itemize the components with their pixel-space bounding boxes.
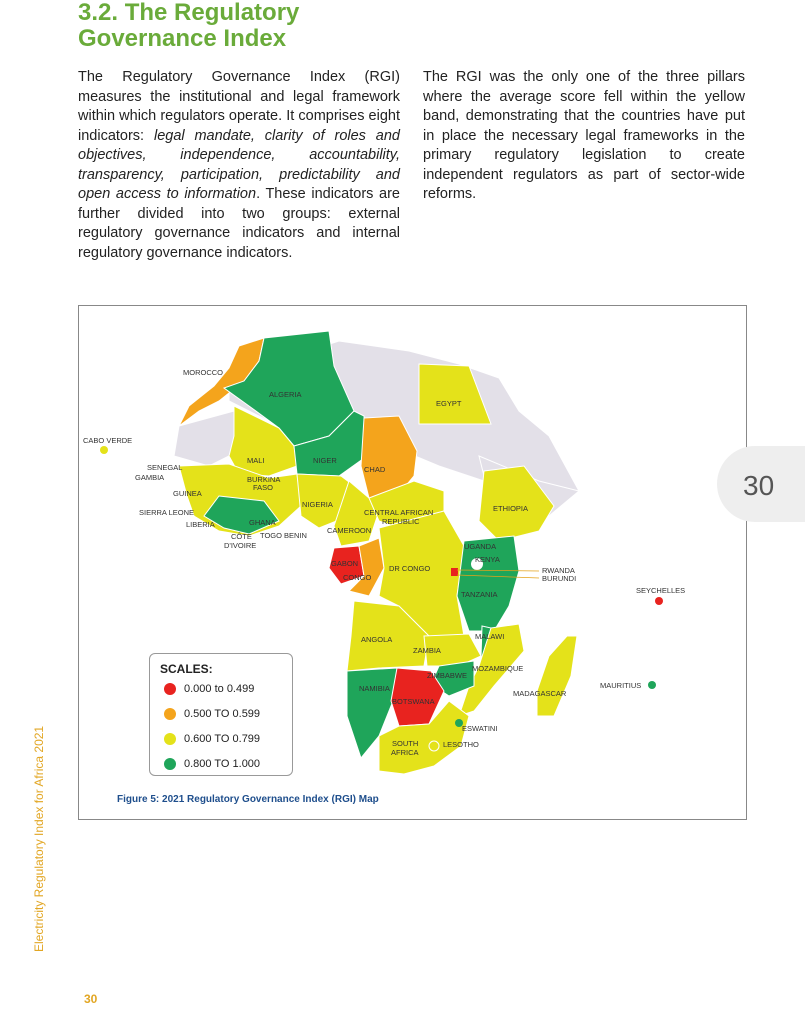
map-legend [149, 653, 293, 776]
label-zambia: ZAMBIA [413, 646, 441, 655]
label-cameroon: CAMEROON [327, 526, 372, 535]
figure-caption: Figure 5: 2021 Regulatory Governance Index (RGI) Map [117, 794, 379, 805]
legend-item-orange [164, 708, 260, 720]
label-ethiopia: ETHIOPIA [493, 504, 529, 513]
label-niger: NIGER [313, 456, 337, 465]
label-malawi: MALAWI [475, 632, 505, 641]
legend-label-yellow: 0.600 TO 0.799 [184, 733, 261, 745]
label-cote: CÔTE [231, 532, 252, 541]
label-togo-benin: TOGO BENIN [260, 531, 307, 540]
label-seychelles: SEYCHELLES [636, 586, 686, 595]
region-madagascar [537, 636, 577, 716]
label-mauritius: MAURITIUS [600, 681, 642, 690]
section-heading [78, 0, 299, 52]
legend-title: SCALES: [160, 662, 213, 676]
label-ghana: GHANA [249, 518, 276, 527]
heading-line-2: Governance Index [78, 25, 287, 52]
label-mali: MALI [247, 456, 265, 465]
legend-label-orange: 0.500 TO 0.599 [184, 708, 261, 720]
legend-item-yellow [164, 733, 260, 745]
legend-swatch-orange [164, 708, 176, 720]
heading-line-1: 3.2. The Regulatory [78, 0, 300, 26]
label-divoire: D'IVOIRE [224, 541, 257, 550]
legend-swatch-green [164, 758, 176, 770]
region-rwanda-burundi [451, 568, 458, 576]
label-cabo-verde: CABO VERDE [83, 436, 133, 445]
legend-swatch-red [164, 683, 176, 695]
label-tanzania: TANZANIA [461, 590, 498, 599]
legend-label-green: 0.800 TO 1.000 [184, 758, 261, 770]
legend-item-red [164, 683, 254, 695]
label-angola: ANGOLA [361, 635, 393, 644]
label-gabon: GABON [331, 559, 359, 568]
label-dr-congo: DR CONGO [389, 564, 431, 573]
body-column-right: The RGI was the only one of the three pillars where the average score fell within the yellow band, demonstrating that the countries have put in place the necessary legal frameworks in the primary regulatory legislation to create independent regulators as part of sector-wide reforms. [423, 69, 745, 202]
body-text-a: The Regulatory Governance Index (RGI) measures the institutional and legal framework within which regulators operate. It comprises eight indicators: [78, 69, 400, 144]
label-chad: CHAD [364, 465, 386, 474]
label-uganda: UGANDA [464, 542, 497, 551]
label-south-2: AFRICA [391, 748, 419, 757]
label-morocco: MOROCCO [183, 368, 223, 377]
body-text-italic: legal mandate, clarity of roles and objectives, independence, accountability, transparency, participation, predictability and open access to information [78, 127, 400, 202]
label-congo: CONGO [343, 573, 372, 582]
body-column-left [78, 68, 400, 263]
body-text-b: . These indicators are further divided into two groups: external regulatory governance indicators and internal regulatory governance indicators. [78, 186, 400, 261]
label-zimbabwe: ZIMBABWE [427, 671, 468, 680]
label-south-1: SOUTH [392, 739, 419, 748]
label-gambia: GAMBIA [135, 473, 165, 482]
legend-swatch-yellow [164, 733, 176, 745]
label-burkina: BURKINA [247, 475, 281, 484]
region-mauritius [648, 681, 656, 689]
label-kenya: KENYA [475, 555, 500, 564]
label-madagascar: MADAGASCAR [513, 689, 567, 698]
region-cabo-verde [100, 446, 108, 454]
label-eswatini: ESWATINI [462, 724, 498, 733]
label-burundi: BURUNDI [542, 574, 577, 583]
page-tab-number: 30 [743, 470, 775, 501]
label-nigeria: NIGERIA [302, 500, 333, 509]
page-tab [717, 446, 805, 522]
label-rwanda: RWANDA [542, 566, 575, 575]
sidebar-running-title: Electricity Regulatory Index for Africa 2021 [32, 725, 46, 952]
label-car-2: REPUBLIC [382, 517, 420, 526]
legend-label-red: 0.000 to 0.499 [184, 683, 255, 695]
label-sierra-leone: SIERRA LEONE [139, 508, 195, 517]
label-lesotho: LESOTHO [443, 740, 479, 749]
legend-item-green [164, 758, 260, 770]
label-mozambique: MOZAMBIQUE [472, 664, 524, 673]
label-namibia: NAMIBIA [359, 684, 390, 693]
label-faso: FASO [253, 483, 274, 492]
rgi-map-figure [78, 305, 747, 820]
label-senegal: SENEGAL [147, 463, 183, 472]
label-algeria: ALGERIA [269, 390, 302, 399]
label-car-1: CENTRAL AFRICAN [364, 508, 434, 517]
region-lesotho [429, 741, 439, 751]
page-number: 30 [84, 992, 98, 1006]
label-liberia: LIBERIA [186, 520, 215, 529]
label-guinea: GUINEA [173, 489, 202, 498]
label-botswana: BOTSWANA [392, 697, 435, 706]
region-seychelles [655, 597, 663, 605]
label-egypt: EGYPT [436, 399, 462, 408]
